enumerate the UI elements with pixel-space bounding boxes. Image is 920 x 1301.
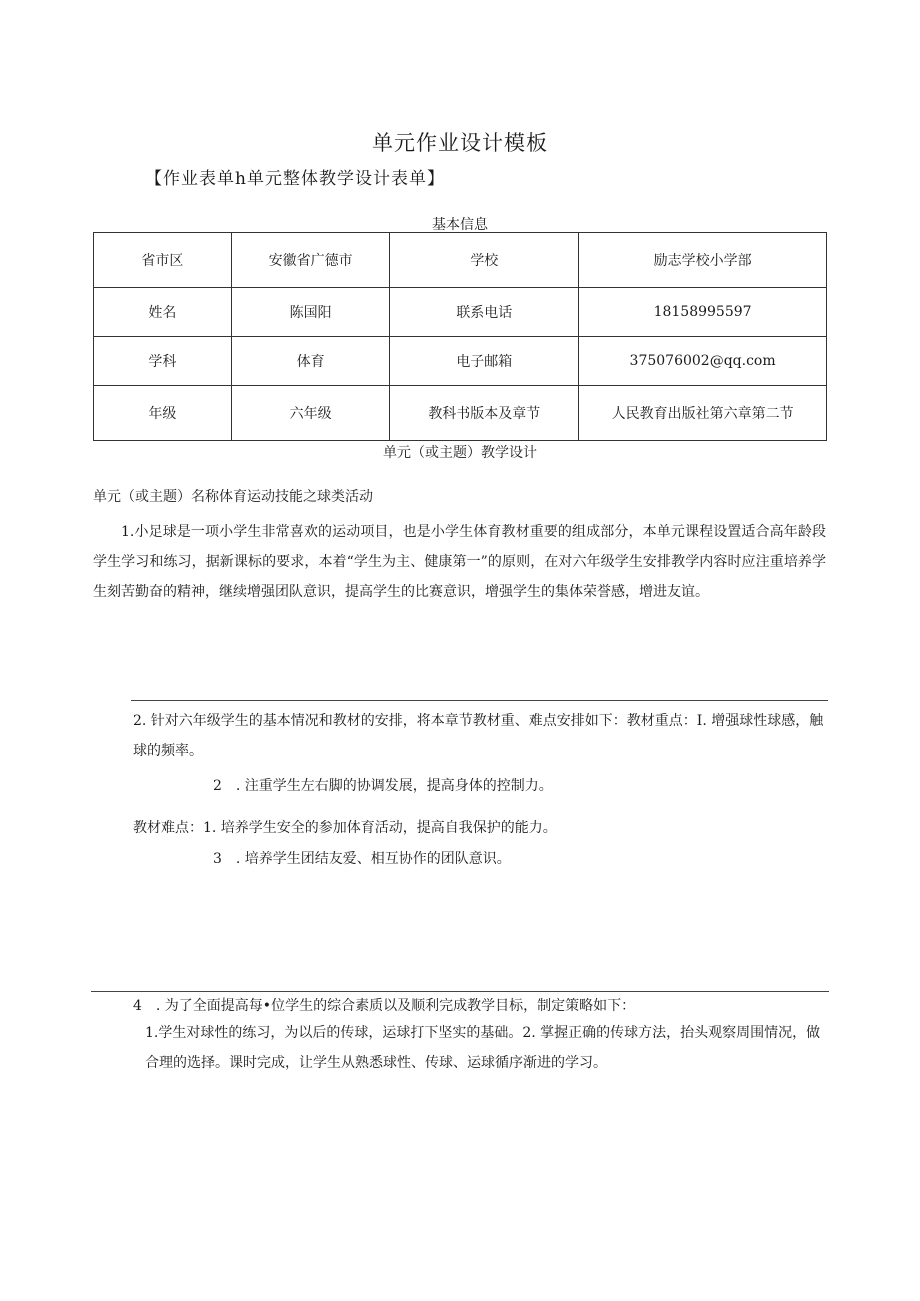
difficulty-1: 教材难点：1. 培养学生安全的参加体育活动，提高自我保护的能力。: [133, 820, 557, 836]
label-region: 省市区: [94, 233, 232, 288]
value-textbook: 人民教育出版社第六章第二节: [579, 386, 827, 441]
label-email: 电子邮箱: [390, 337, 579, 386]
paragraph-4-body: 1.学生对球性的练习，为以后的传球，运球打下坚实的基础。2. 掌握正确的传球方法，抬头观察周围情况，做合理的选择。课时完成，让学生从熟悉球性、传球、运球循序渐进的学习。: [145, 1025, 821, 1071]
label-textbook: 教科书版本及章节: [390, 386, 579, 441]
table-row: [94, 233, 827, 288]
value-phone: 18158995597: [579, 288, 827, 337]
section-divider: [131, 700, 828, 701]
label-phone: 联系电话: [390, 288, 579, 337]
value-subject: 体育: [231, 337, 390, 386]
label-subject: 学科: [94, 337, 232, 386]
form-subtitle: 【作业表单h单元整体教学设计表单】: [145, 169, 445, 189]
table-row: [94, 386, 827, 441]
value-region: 安徽省广德市: [231, 233, 390, 288]
label-school: 学校: [390, 233, 579, 288]
value-name: 陈国阳: [231, 288, 390, 337]
paragraph-4-heading: 4 . 为了全面提高每•位学生的综合素质以及顺利完成教学目标，制定策略如下：: [133, 998, 636, 1014]
page-title: 单元作业设计模板: [372, 131, 548, 155]
table-row: [94, 288, 827, 337]
key-point-2: 2 . 注重学生左右脚的协调发展，提高身体的控制力。: [213, 778, 553, 794]
value-email: 375076002@qq.com: [579, 337, 827, 386]
value-school: 励志学校小学部: [579, 233, 827, 288]
table-row: [94, 337, 827, 386]
paragraph-1: 1.小足球是一项小学生非常喜欢的运动项目，也是小学生体育教材重要的组成部分，本单元课程设置适合高年龄段学生学习和练习，据新课标的要求，本着“学生为主、健康第一”的原则，在对六年级学生安排教学内容时应注重培养学生刻苦勤奋的精神，继续增强团队意识，提高学生的比赛意识，增强学生的集体荣誉感，增进友谊。: [93, 524, 826, 600]
label-name: 姓名: [94, 288, 232, 337]
unit-name: 单元（或主题）名称体育运动技能之球类活动: [93, 489, 373, 505]
basic-info-table: [93, 232, 827, 441]
value-grade: 六年级: [231, 386, 390, 441]
basic-info-caption: 基本信息: [432, 217, 488, 233]
label-grade: 年级: [94, 386, 232, 441]
unit-design-caption: 单元（或主题）教学设计: [383, 445, 537, 461]
paragraph-2: 2. 针对六年级学生的基本情况和教材的安排，将本章节教材重、难点安排如下：教材重点：I. 增强球性球感，触球的频率。: [133, 713, 824, 759]
section-divider: [91, 991, 829, 992]
difficulty-3: 3 . 培养学生团结友爱、相互协作的团队意识。: [213, 851, 511, 867]
